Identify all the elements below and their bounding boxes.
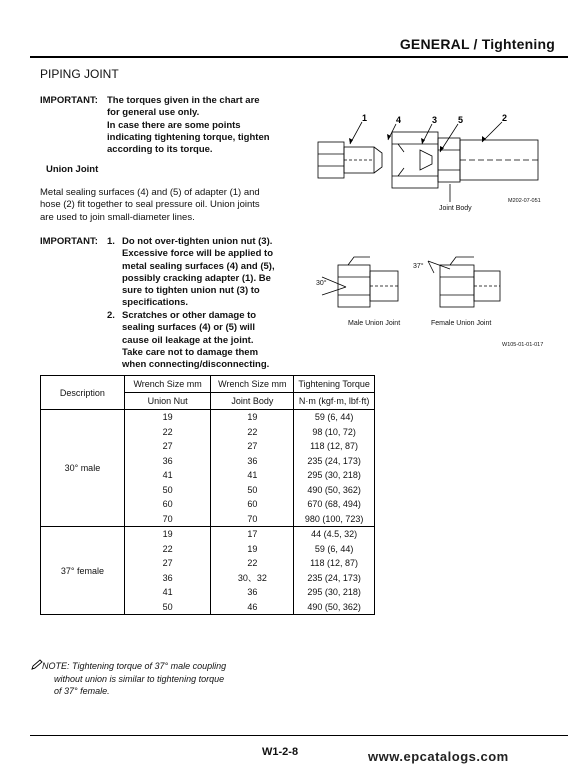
text-line: sealing surfaces (4) or (5) will	[122, 322, 256, 334]
cell-union-nut: 22	[124, 542, 211, 557]
callout-1: 1	[362, 113, 368, 123]
cell-torque: 44 (4.5, 32)	[294, 527, 375, 542]
important-label: IMPORTANT:	[40, 236, 98, 247]
cell-union-nut: 70	[124, 512, 211, 527]
cell-torque: 490 (50, 362)	[294, 483, 375, 498]
col-header-torque: Tightening Torque	[294, 376, 375, 393]
text-line: hose (2) fit together to seal pressure oil. Union joints	[40, 199, 260, 211]
page-number: W1-2-8	[262, 746, 299, 758]
text-line: Take care not to damage them	[122, 346, 259, 358]
joint-body	[438, 138, 460, 182]
cell-torque: 118 (12, 87)	[294, 439, 375, 454]
cell-union-nut: 36	[124, 454, 211, 469]
cell-joint-body: 27	[211, 439, 294, 454]
text-line: are used to join small-diameter lines.	[40, 211, 195, 223]
text-line: sure to tighten union nut (3) to	[122, 285, 260, 297]
cell-torque: 980 (100, 723)	[294, 512, 375, 527]
arrow-head	[482, 136, 486, 142]
text-line: Scratches or other damage to	[122, 310, 257, 321]
note-label: NOTE:	[42, 661, 70, 671]
header-rule	[30, 56, 568, 58]
cell-joint-body: 70	[211, 512, 294, 527]
angle-37-label: 37°	[413, 263, 424, 270]
cell-union-nut: 22	[124, 425, 211, 440]
cell-union-nut: 50	[124, 600, 211, 615]
text-line: Excessive force will be applied to	[122, 248, 274, 260]
cell-union-nut: 41	[124, 585, 211, 600]
text-line: In case there are some points	[107, 119, 241, 131]
cell-union-nut: 19	[124, 527, 211, 542]
cell-joint-body: 22	[211, 556, 294, 571]
torque-table	[40, 375, 375, 615]
callout-3: 3	[432, 115, 438, 125]
col-header-description: Description	[41, 376, 125, 410]
male-body	[370, 271, 398, 301]
cell-joint-body: 46	[211, 600, 294, 615]
cell-union-nut: 19	[124, 410, 211, 425]
table-row	[41, 527, 375, 542]
cell-torque: 98 (10, 72)	[294, 425, 375, 440]
cell-joint-body: 36	[211, 585, 294, 600]
cell-joint-body: 19	[211, 542, 294, 557]
cell-joint-body: 19	[211, 410, 294, 425]
col-header-torque-unit: N·m (kgf·m, lbf·ft)	[294, 393, 375, 410]
group-description: 30° male	[41, 410, 125, 527]
watermark: www.epcatalogs.com	[368, 749, 509, 764]
text-line: Metal sealing surfaces (4) and (5) of adapter (1) and	[40, 187, 260, 198]
angle-30-label: 30°	[316, 280, 327, 287]
important-label: IMPORTANT:	[40, 95, 98, 106]
joint-body-label: Joint Body	[439, 205, 472, 212]
cell-joint-body: 41	[211, 468, 294, 483]
callout-5: 5	[458, 115, 464, 125]
text-line: metal sealing surfaces (4) and (5),	[122, 260, 275, 272]
figure-code: W105-01-01-017	[502, 342, 544, 348]
text-line: for general use only.	[107, 107, 200, 119]
important-item-1	[122, 236, 280, 310]
cell-joint-body: 60	[211, 497, 294, 512]
seal-surface	[420, 150, 432, 170]
cell-joint-body: 17	[211, 527, 294, 542]
text-line: when connecting/disconnecting.	[122, 359, 270, 371]
union-joint-heading: Union Joint	[46, 164, 99, 175]
group-description: 37° female	[41, 527, 125, 615]
text-line: specifications.	[122, 297, 188, 309]
cell-union-nut: 60	[124, 497, 211, 512]
cell-union-nut: 27	[124, 439, 211, 454]
union-joint-text	[40, 187, 292, 224]
text-line: possibly cracking adapter (1). Be	[122, 272, 271, 284]
note-text: Tightening torque of 37° male coupling	[72, 661, 227, 671]
callout-4: 4	[396, 115, 402, 125]
callout-2: 2	[502, 113, 508, 123]
text-line: Do not over-tighten union nut (3).	[122, 236, 273, 247]
cell-joint-body: 36	[211, 454, 294, 469]
cell-torque: 235 (24, 173)	[294, 454, 375, 469]
cell-union-nut: 27	[124, 556, 211, 571]
note-line	[42, 660, 280, 673]
figure-code: M202-07-051	[508, 198, 541, 204]
cell-torque: 235 (24, 173)	[294, 571, 375, 586]
cell-torque: 59 (6, 44)	[294, 542, 375, 557]
col-header-joint-body: Joint Body	[211, 393, 294, 410]
section-title: PIPING JOINT	[40, 67, 119, 81]
item-number: 1.	[107, 236, 115, 247]
table-header-row	[41, 376, 375, 393]
text-line: The torques given in the chart are	[107, 95, 260, 106]
male-female-joint-diagram	[310, 255, 510, 320]
cell-torque: 295 (30, 218)	[294, 468, 375, 483]
adapter-body	[318, 142, 344, 178]
cell-joint-body: 30、32	[211, 571, 294, 586]
cell-torque: 295 (30, 218)	[294, 585, 375, 600]
important-text	[107, 95, 279, 156]
col-header-union-nut: Union Nut	[124, 393, 211, 410]
cell-torque: 118 (12, 87)	[294, 556, 375, 571]
union-nut	[392, 132, 438, 188]
female-nut	[440, 265, 474, 307]
item-number: 2.	[107, 310, 115, 321]
cell-union-nut: 41	[124, 468, 211, 483]
note-line: of 37° female.	[54, 686, 110, 696]
text-line: cause oil leakage at the joint.	[122, 334, 254, 346]
important-item-2	[122, 310, 280, 371]
col-header-wrench-size: Wrench Size mm	[124, 376, 211, 393]
female-union-joint-label: Female Union Joint	[431, 320, 492, 327]
page-header-title: GENERAL / Tightening	[399, 36, 555, 52]
footer-rule	[30, 735, 568, 736]
cell-union-nut: 50	[124, 483, 211, 498]
col-header-wrench-size: Wrench Size mm	[211, 376, 294, 393]
cell-union-nut: 36	[124, 571, 211, 586]
male-union-joint-label: Male Union Joint	[348, 320, 401, 327]
cell-joint-body: 22	[211, 425, 294, 440]
text-line: indicating tightening torque, tighten	[107, 131, 270, 143]
cell-torque: 670 (68, 494)	[294, 497, 375, 512]
note-block	[42, 660, 280, 698]
table-row	[41, 410, 375, 425]
note-line: without union is similar to tightening torque	[54, 673, 225, 684]
cell-joint-body: 50	[211, 483, 294, 498]
text-line: according to its torque.	[107, 144, 213, 156]
cell-torque: 59 (6, 44)	[294, 410, 375, 425]
cell-torque: 490 (50, 362)	[294, 600, 375, 615]
